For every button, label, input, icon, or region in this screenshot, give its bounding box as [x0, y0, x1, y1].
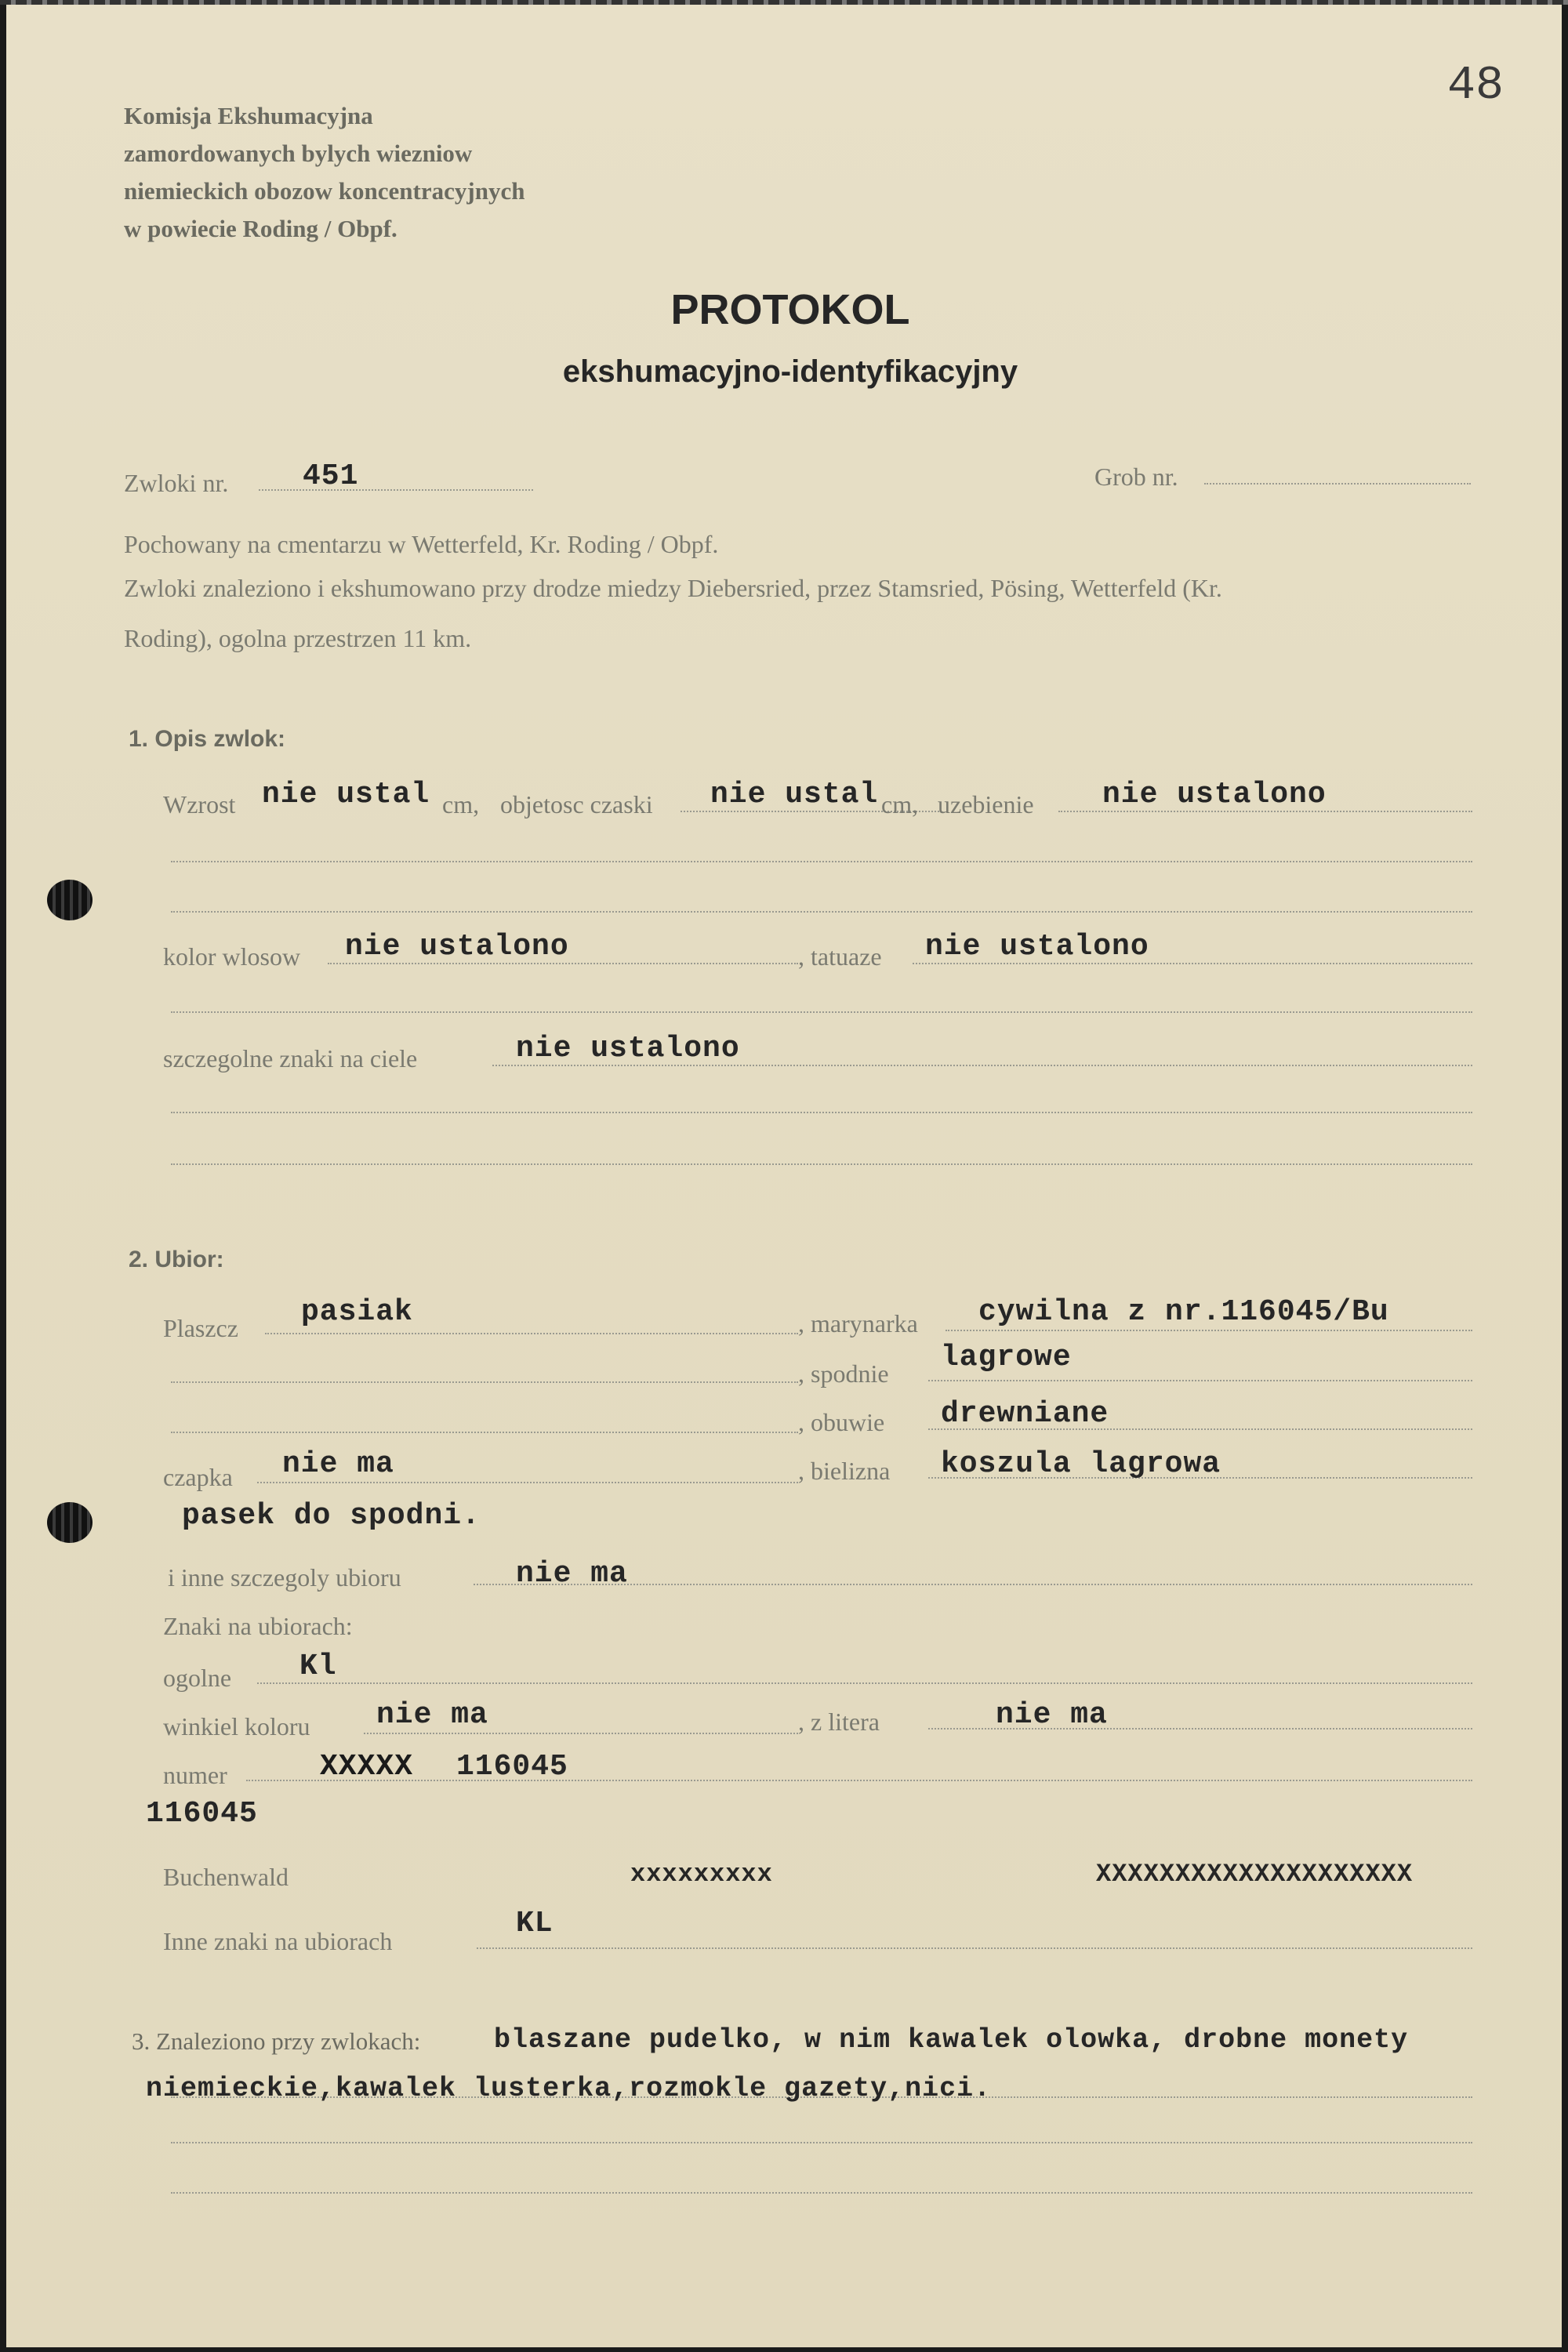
marynarka-value: cywilna z nr.116045/Bu — [978, 1295, 1389, 1329]
tatuaze-value: nie ustalono — [925, 930, 1149, 964]
wzrost-value: nie ustal — [262, 778, 430, 811]
found-items-line-1: blaszane pudelko, w nim kawalek olowka, drobne monety — [494, 2024, 1409, 2056]
zwloki-number: 451 — [303, 459, 359, 493]
inne-szczegoly-label: i inne szczegoly ubioru — [168, 1563, 401, 1592]
ogolne-value: Kl — [299, 1650, 337, 1683]
inne-znaki-label: Inne znaki na ubiorach — [163, 1927, 393, 1955]
plaszcz-value: pasiak — [301, 1295, 413, 1329]
document-title: PROTOKOL — [670, 286, 910, 333]
numer-value: 116045 — [456, 1750, 568, 1784]
found-line-2: Roding), ogolna przestrzen 11 km. — [124, 624, 472, 652]
czapka-label: czapka — [163, 1463, 233, 1491]
section-1-heading: 1. Opis zwlok: — [129, 726, 286, 752]
extra-item: pasek do spodni. — [182, 1499, 481, 1533]
numer-extra: 116045 — [146, 1797, 258, 1831]
czaszka-label: objetosc czaski — [500, 790, 653, 818]
zwloki-label: Zwloki nr. — [124, 469, 229, 497]
znaki-value: nie ustalono — [516, 1032, 740, 1065]
obuwie-value: drewniane — [941, 1397, 1109, 1431]
grob-label: Grob nr. — [1094, 463, 1178, 491]
plaszcz-label: Plaszcz — [163, 1314, 238, 1342]
marynarka-label: , marynarka — [798, 1309, 918, 1338]
litera-label: , z litera — [798, 1708, 880, 1736]
wzrost-label: Wzrost — [163, 790, 236, 818]
buchenwald-label: Buchenwald — [163, 1863, 289, 1891]
znaki-label: szczegolne znaki na ciele — [163, 1044, 418, 1073]
winkiel-value: nie ma — [376, 1698, 488, 1732]
uzebienie-label: uzebienie — [938, 790, 1034, 818]
header-block: Komisja Ekshumacyjna zamordowanych bylych wiezniow niemieckich obozow koncentracyjnych w powiecie Roding / Obpf. — [124, 102, 525, 242]
czaszka-value: nie ustal — [710, 778, 879, 811]
bielizna-label: , bielizna — [798, 1457, 891, 1485]
obuwie-label: , obuwie — [798, 1408, 885, 1436]
document-subtitle: ekshumacyjno-identyfikacyjny — [562, 354, 1018, 389]
ogolne-label: ogolne — [163, 1664, 232, 1692]
inne-znaki-value: KL — [516, 1907, 554, 1940]
document-page: 48 Komisja Ekshumacyjna zamordowanych bylych wiezniow niemieckich obozow koncentracyjnych w powiecie Roding / Obpf. PROTOKOL ekshumacyjno-identyfikacyjny Zwloki nr. 451 Grob nr. Pochowany na cmentarzu w Wetterfeld, Kr. Roding / Obpf. Zwloki znaleziono i ekshumowano przy drodze miedzy Diebersried, przez Stamsried, Pösing, Wetterfeld (Kr. Roding), ogolna przestrzen 11 km. 1. Opis zwlok: Wzrost nie ustal cm, objetosc czaski nie ustal cm, uzebienie nie ustalono kolor wlosow nie ustalono , tatuaze nie ustalono szczegolne znaki na ciele nie ustalono 2. Ubior: Plaszcz pasiak , marynarka cywilna z nr.116045/Bu , spodnie lagrowe , obuwie drewniane czapka nie ma , bielizna koszula lagrowa pasek do spodni. i inne szczegoly ubioru nie ma Znaki na ubiorach: ogolne Kl winkiel koloru nie ma , z litera nie ma numer XXXXX 116045 116045 Buchenwald xxxxxxxxx XXXXXXXXXXXXXXXXXXXX Inne znaki na ubiorach KL 3. Znaleziono przy zwlokach: blaszane pudelko, w nim kawalek olowka, drobne monety niemieckie,kawalek lusterka,rozmokle gazety,nici. — [6, 5, 1562, 2347]
tatuaze-label: , tatuaze — [798, 942, 882, 971]
burial-line: Pochowany na cmentarzu w Wetterfeld, Kr. Roding / Obpf. — [124, 530, 719, 558]
bielizna-value: koszula lagrowa — [941, 1447, 1221, 1481]
numer-label: numer — [163, 1761, 227, 1789]
spodnie-value: lagrowe — [941, 1341, 1072, 1374]
numer-struck: XXXXX — [320, 1750, 414, 1784]
uzebienie-value: nie ustalono — [1102, 778, 1327, 811]
wlosy-label: kolor wlosow — [163, 942, 301, 971]
winkiel-label: winkiel koloru — [163, 1712, 310, 1740]
punch-hole — [47, 1502, 93, 1543]
punch-hole — [47, 880, 93, 920]
inne-szczegoly-value: nie ma — [516, 1557, 628, 1591]
litera-value: nie ma — [996, 1698, 1108, 1732]
wlosy-value: nie ustalono — [345, 930, 569, 964]
czapka-value: nie ma — [282, 1447, 394, 1481]
section-3-heading: 3. Znaleziono przy zwlokach: — [132, 2027, 421, 2055]
found-line-1: Zwloki znaleziono i ekshumowano przy drodze miedzy Diebersried, przez Stamsried, Pösing, Wetterfeld (Kr. — [124, 574, 1222, 602]
found-items-line-2: niemieckie,kawalek lusterka,rozmokle gazety,nici. — [146, 2073, 992, 2104]
section-2-heading: 2. Ubior: — [129, 1247, 224, 1272]
strike-text-2: XXXXXXXXXXXXXXXXXXXX — [1096, 1860, 1414, 1889]
strike-text-1: xxxxxxxxx — [630, 1860, 773, 1889]
page-number: 48 — [1447, 60, 1504, 113]
znaki-ubiorach-label: Znaki na ubiorach: — [163, 1612, 353, 1640]
spodnie-label: , spodnie — [798, 1359, 889, 1388]
